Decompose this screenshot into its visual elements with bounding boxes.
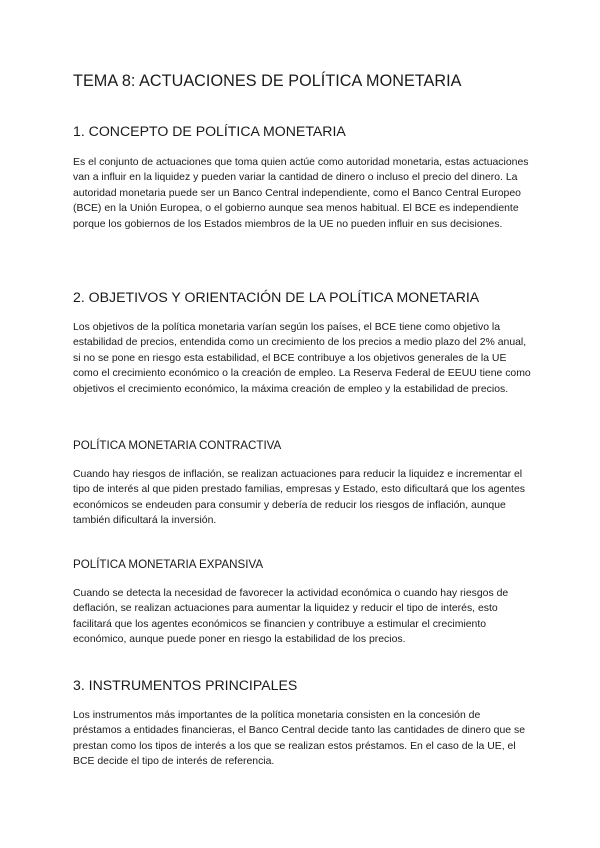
subsection-heading-expansiva: POLÍTICA MONETARIA EXPANSIVA [73, 558, 264, 571]
subsection-paragraph-expansiva: Cuando se detecta la necesidad de favorecer la actividad económica o cuando hay riesgos de deflación, se realizan actuaciones para aumentar la liquidez y reducir el tipo de interés, esto facilitará que los agentes económicos se financien y contribuye a estimular el crecimiento económico, aunque puede poner en riesgo la estabilidad de los precios. [73, 588, 509, 646]
section-paragraph-objetivos: Los objetivos de la política monetaria varían según los países, el BCE tiene como objetivo la estabilidad de precios, entendida como un crecimiento de los precios a medio plazo del 2% anual, si no se pone en riesgo esta estabilidad, el BCE contribuye a los objetivos generales de la UE como el crecimiento económico o la creación de empleo. La Reserva Federal de EEUU tiene como objetivos el crecimiento económico, la máxima creación de empleo y la estabilidad de precios. [73, 322, 531, 395]
section-heading-instrumentos: 3. INSTRUMENTOS PRINCIPALES [73, 677, 298, 693]
section-paragraph-concepto: Es el conjunto de actuaciones que toma quien actúe como autoridad monetaria, estas actuaciones van a influir en la liquidez y pueden variar la cantidad de dinero o incluso el precio del dinero. La autoridad monetaria puede ser un Banco Central independiente, como el Banco Central Europeo (BCE) en la Unión Europea, o el gobierno aunque sea menos habitual. El BCE es independiente porque los gobiernos de los Estados miembros de la UE no pueden influir en sus decisiones. [73, 157, 529, 230]
subsection-paragraph-contractiva: Cuando hay riesgos de inflación, se realizan actuaciones para reducir la liquidez e incrementar el tipo de interés al que piden prestado familias, empresas y Estado, esto dificultará que los agentes económicos se endeuden para consumir y debería de reducir los riesgos de inflación, aunque también dificultará la inversión. [73, 469, 525, 527]
subsection-heading-contractiva: POLÍTICA MONETARIA CONTRACTIVA [73, 439, 282, 452]
document-title: TEMA 8: ACTUACIONES DE POLÍTICA MONETARIA [73, 72, 462, 90]
section-paragraph-instrumentos: Los instrumentos más importantes de la política monetaria consisten en la concesión de préstamos a entidades financieras, el Banco Central decide tanto las cantidades de dinero que se prestan como los tipos de interés a los que se realizan estos préstamos. En el caso de la UE, el BCE decide el tipo de interés de referencia. [73, 710, 525, 768]
section-heading-objetivos: 2. OBJETIVOS Y ORIENTACIÓN DE LA POLÍTICA MONETARIA [73, 289, 480, 305]
section-heading-concepto: 1. CONCEPTO DE POLÍTICA MONETARIA [73, 123, 346, 139]
